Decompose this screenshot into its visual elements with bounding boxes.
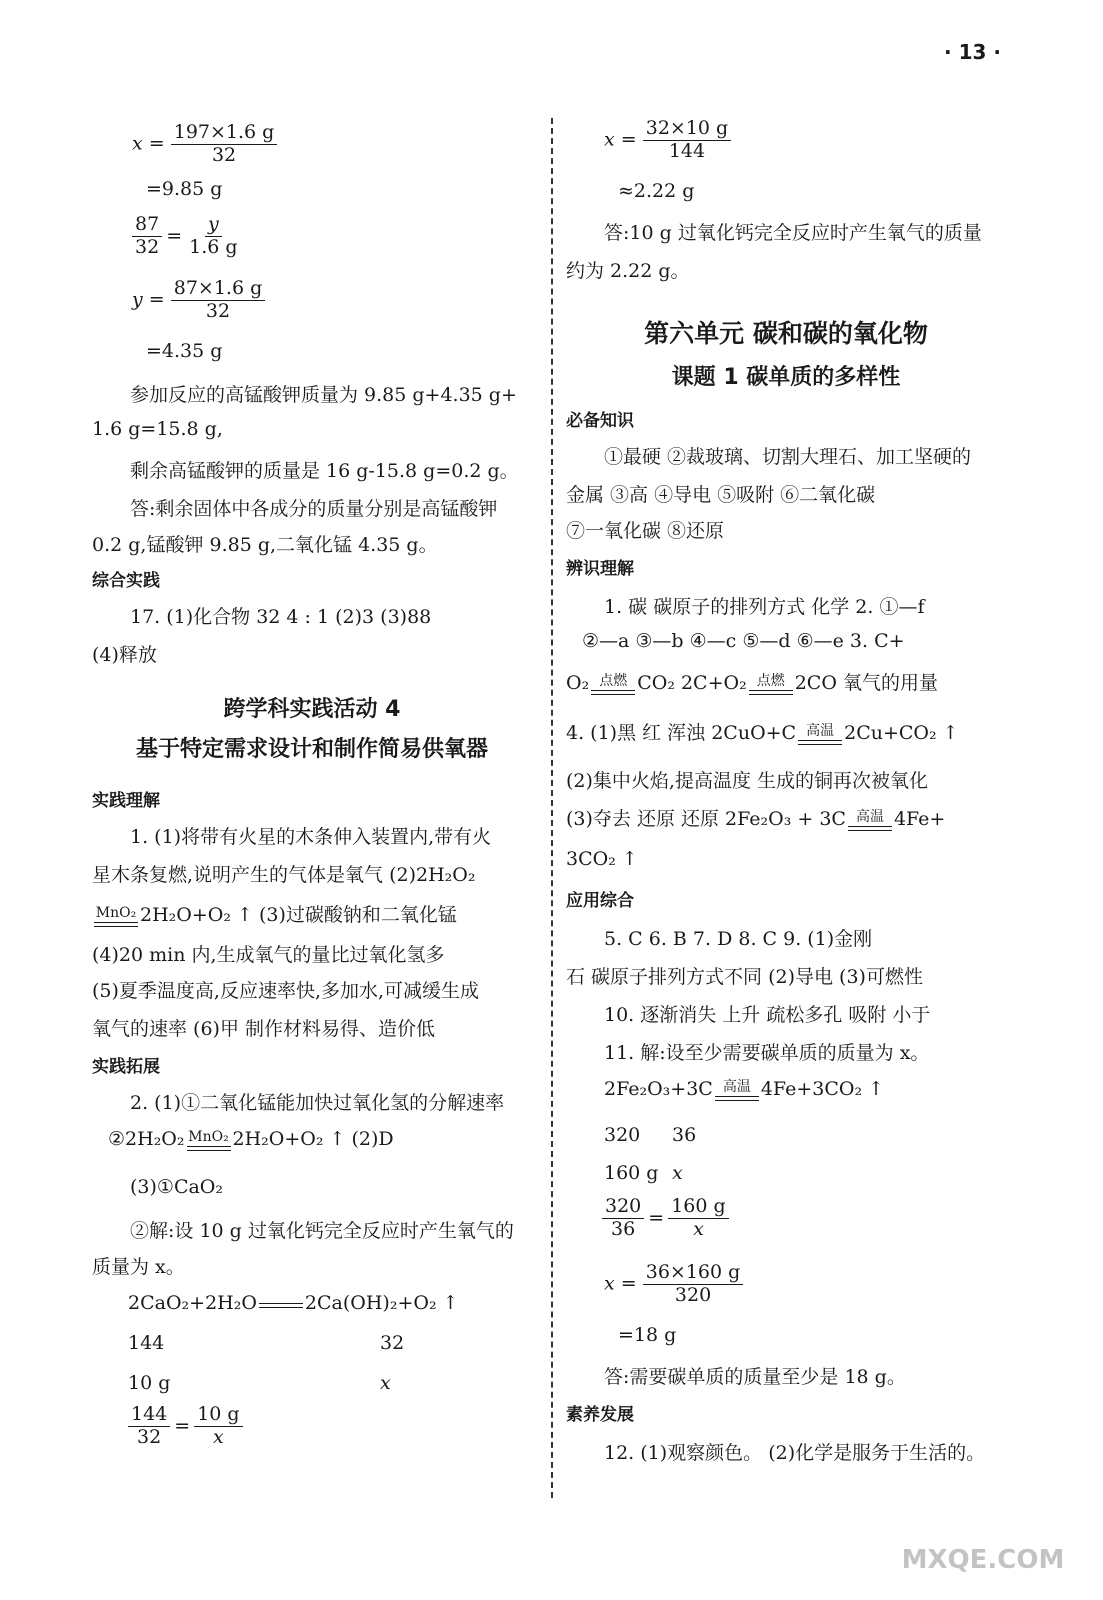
fraction [643, 118, 731, 163]
numerator: 36×160 g [643, 1262, 744, 1285]
eq-lhs: x = [604, 1272, 637, 1295]
answer-1-cont: (4)20 min 内,生成氧气的量比过氧化氢多 [92, 944, 445, 966]
paragraph-line: 1.6 g=15.8 g, [92, 418, 223, 440]
eq3-result: =4.35 g [146, 340, 223, 362]
section-heading: 实践拓展 [92, 1057, 160, 1077]
numerator: 320 [602, 1196, 644, 1219]
section-heading: 实践理解 [92, 791, 160, 811]
reaction-condition [94, 906, 138, 927]
equation-rest: 2H₂O+O₂ ↑ (3)过碳酸钠和二氧化锰 [140, 904, 457, 926]
answer-line: 石 碳原子排列方式不同 (2)导电 (3)可燃性 [566, 966, 923, 988]
mass-ratio-right: 36 [672, 1124, 697, 1146]
answer-line: ②—a ③—b ④—c ⑤—d ⑥—e 3. C+ [582, 630, 905, 652]
paragraph-line: 答:需要碳单质的质量至少是 18 g。 [604, 1366, 906, 1388]
answer-12: 12. (1)观察颜色。 (2)化学是服务于生活的。 [604, 1442, 986, 1464]
equation-y [132, 278, 265, 323]
answer-2-cont: 质量为 x。 [92, 1256, 185, 1278]
reaction-equation [604, 1078, 884, 1101]
denominator: 32 [205, 299, 231, 322]
answer-1-cont: 氧气的速率 (6)甲 制作材料易得、造价低 [92, 1018, 435, 1040]
answer-line: 1. 碳 碳原子的排列方式 化学 2. ①—f [604, 596, 925, 618]
fraction-right [186, 214, 240, 259]
products: 4Fe+3CO₂ ↑ [760, 1078, 885, 1100]
products: 2CO 氧气的用量 [794, 672, 938, 694]
paragraph-line: 剩余高锰酸钾的质量是 16 g-15.8 g=0.2 g。 [130, 460, 519, 482]
reactants: 4. (1)黑 红 浑浊 2CuO+C [566, 722, 797, 744]
double-bar [848, 826, 892, 831]
answer-2-cont: ②解:设 10 g 过氧化钙完全反应时产生氧气的 [130, 1220, 514, 1242]
condition-label: MnO₂ [188, 1128, 229, 1145]
numerator: 87×1.6 g [171, 278, 266, 301]
condition-label: 高温 [722, 1078, 751, 1095]
answer-line: 11. 解:设至少需要碳单质的质量为 x。 [604, 1042, 930, 1064]
eq1-result: =9.85 g [146, 178, 223, 200]
answer-2: 2. (1)①二氧化锰能加快过氧化氢的分解速率 [130, 1092, 505, 1114]
section-heading: 综合实践 [92, 571, 160, 591]
answer-1-cont: (5)夏季温度高,反应速率快,多加水,可减缓生成 [92, 980, 480, 1002]
equals-sign: = [174, 1415, 191, 1438]
mass-given-right: x [380, 1372, 391, 1394]
watermark-text: MXQE.COM [901, 1545, 1065, 1575]
paragraph-line: 答:剩余固体中各成分的质量分别是高锰酸钾 [130, 498, 498, 520]
products: 2Ca(OH)₂+O₂ ↑ [304, 1292, 459, 1314]
double-bar [187, 1146, 231, 1151]
denominator: 144 [668, 139, 706, 162]
fraction-right [194, 1404, 242, 1449]
products: 2H₂O+O₂ ↑ (2)D [232, 1128, 394, 1150]
mass-ratio-left: 320 [604, 1124, 641, 1146]
reaction-condition [259, 1301, 303, 1308]
numerator: 87 [132, 214, 162, 237]
section-heading: 应用综合 [566, 891, 634, 911]
numerator: y [205, 214, 222, 237]
fraction [643, 1262, 744, 1307]
paragraph-line: 答:10 g 过氧化钙完全反应时产生氧气的质量 [604, 222, 982, 244]
unit-title: 第六单元 碳和碳的氧化物 [644, 319, 928, 348]
answer-4-equation [566, 718, 959, 745]
paragraph-line: 参加反应的高锰酸钾质量为 9.85 g+4.35 g+ [130, 384, 517, 406]
section-heading: 必备知识 [566, 411, 634, 431]
reactants: O₂ [566, 672, 590, 694]
watermark-logo [893, 1522, 1073, 1582]
knowledge-line: ①最硬 ②裁玻璃、切割大理石、加工坚硬的 [604, 446, 972, 468]
eq-lhs: x = [604, 128, 637, 151]
answer-4-equation-3 [566, 804, 945, 831]
reactants: 2CaO₂+2H₂O [128, 1292, 257, 1314]
fraction-right [668, 1196, 728, 1241]
combustion-equations [566, 668, 938, 695]
denominator: 1.6 g [189, 235, 238, 258]
reaction-equation [128, 1292, 459, 1314]
proportion-320-36 [602, 1196, 729, 1241]
double-bar [94, 922, 138, 927]
double-bar [749, 690, 793, 695]
mass-given-left: 10 g [128, 1372, 171, 1394]
products: 4Fe+ [893, 808, 946, 830]
answer-1-equation [92, 900, 457, 927]
knowledge-line: 金属 ③高 ④导电 ⑤吸附 ⑥二氧化碳 [566, 484, 876, 506]
equation-x-oxygen [604, 118, 731, 163]
answer-1-cont: 星木条复燃,说明产生的气体是氧气 (2)2H₂O₂ [92, 864, 476, 886]
equals-sign: = [166, 225, 183, 248]
denominator: 36 [611, 1217, 636, 1240]
paragraph-line: 0.2 g,锰酸钾 9.85 g,二氧化锰 4.35 g。 [92, 534, 438, 556]
numerator: 160 g [668, 1196, 728, 1219]
denominator: 32 [211, 143, 237, 166]
answer-line: 10. 逐渐消失 上升 疏松多孔 吸附 小于 [604, 1004, 931, 1026]
answer-line: 5. C 6. B 7. D 8. C 9. (1)金刚 [604, 928, 873, 950]
reaction-condition [749, 674, 793, 695]
answer-line: 3CO₂ ↑ [566, 848, 638, 870]
section-heading: 素养发展 [566, 1405, 634, 1425]
eq-lhs: y = [132, 288, 165, 311]
denominator: 32 [137, 1425, 162, 1448]
activity-title: 跨学科实践活动 4 [223, 697, 401, 722]
numerator: 144 [128, 1404, 170, 1427]
denominator: x [693, 1217, 704, 1240]
double-bar [715, 1096, 759, 1101]
reactants: ②2H₂O₂ [108, 1128, 185, 1150]
knowledge-line: ⑦一氧化碳 ⑧还原 [566, 520, 725, 542]
proportion-144-32 [128, 1404, 243, 1449]
reaction-condition [798, 724, 842, 745]
fraction-left [132, 214, 162, 259]
equation-x-carbon [604, 1262, 743, 1307]
fraction-left [602, 1196, 644, 1241]
page-number: · 13 · [944, 40, 1001, 64]
equals-sign: = [648, 1207, 665, 1230]
reactants: 2Fe₂O₃+3C [604, 1078, 713, 1100]
equation-x-mnO4 [132, 122, 277, 167]
answer-2-cont: (3)①CaO₂ [130, 1176, 224, 1198]
answer-17: 17. (1)化合物 32 4 : 1 (2)3 (3)88 [130, 606, 432, 628]
eq-lhs: x = [132, 132, 165, 155]
reactants: (3)夺去 还原 还原 2Fe₂O₃ + 3C [566, 808, 846, 830]
section-heading: 辨识理解 [566, 559, 634, 579]
double-bar [798, 740, 842, 745]
numerator: 32×10 g [643, 118, 731, 141]
reaction-condition [187, 1130, 231, 1151]
mass-given-left: 160 g [604, 1162, 659, 1184]
answer-line: (2)集中火焰,提高温度 生成的铜再次被氧化 [566, 770, 928, 792]
activity-subtitle: 基于特定需求设计和制作简易供氧器 [135, 737, 488, 762]
fraction-left [128, 1404, 170, 1449]
condition-label: 高温 [855, 808, 884, 825]
reaction-condition [591, 674, 635, 695]
denominator: 320 [674, 1283, 712, 1306]
reaction-condition [715, 1080, 759, 1101]
products: 2Cu+CO₂ ↑ [844, 722, 959, 744]
numerator: 197×1.6 g [171, 122, 278, 145]
mass-ratio-left: 144 [128, 1332, 165, 1354]
answer-1: 1. (1)将带有火星的木条伸入装置内,带有火 [130, 826, 492, 848]
column-divider [551, 118, 553, 1498]
paragraph-line: 约为 2.22 g。 [566, 260, 690, 282]
fraction [171, 278, 266, 323]
condition-label: 点燃 [599, 672, 628, 689]
fraction [171, 122, 278, 167]
eq7-result: =18 g [618, 1324, 677, 1346]
double-bar [591, 690, 635, 695]
answer-2-equation [108, 1128, 394, 1151]
condition-label: 点燃 [756, 672, 785, 689]
products: CO₂ 2C+O₂ [637, 672, 747, 694]
lesson-title: 课题 1 碳单质的多样性 [671, 365, 901, 390]
mass-ratio-right: 32 [380, 1332, 405, 1354]
mass-given-right: x [672, 1162, 683, 1184]
proportion-87-32 [132, 214, 241, 259]
double-bar [259, 1303, 303, 1308]
reaction-condition [848, 810, 892, 831]
eq5-result: ≈2.22 g [618, 180, 695, 202]
condition-label: MnO₂ [95, 904, 137, 921]
condition-label: 高温 [806, 722, 835, 739]
denominator: 32 [135, 235, 160, 258]
answer-17-cont: (4)释放 [92, 644, 157, 666]
numerator: 10 g [194, 1404, 242, 1427]
denominator: x [213, 1425, 224, 1448]
